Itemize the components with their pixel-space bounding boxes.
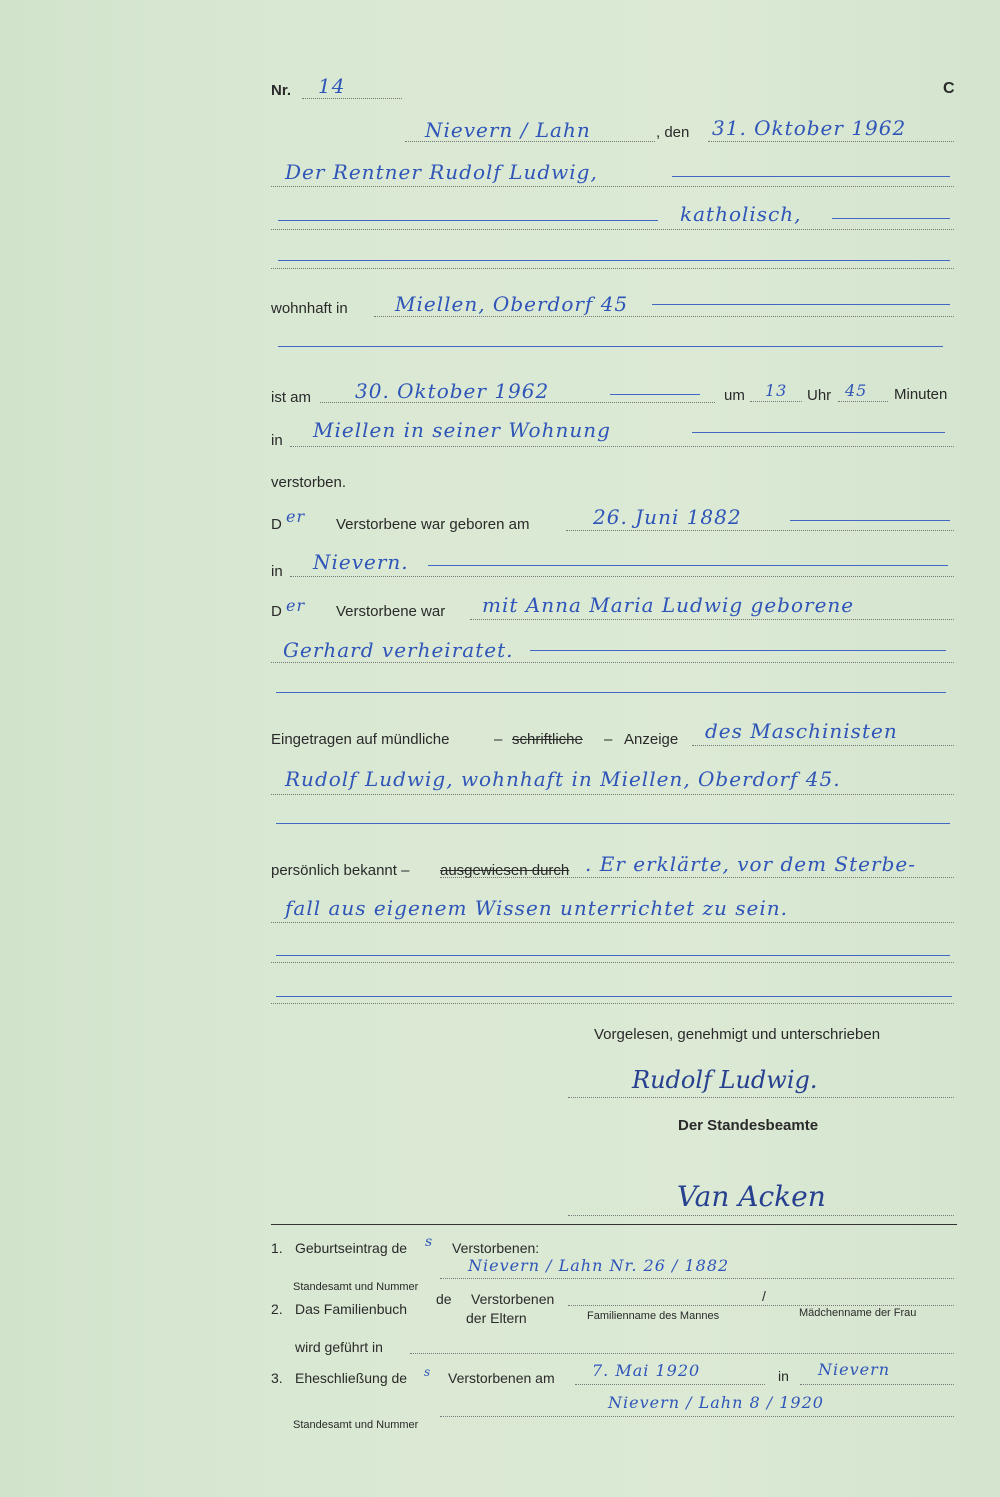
identity-label: persönlich bekannt – — [271, 862, 410, 879]
death-place-label: in — [271, 432, 283, 449]
fill-line — [530, 650, 946, 651]
marriage-date: 7. Mai 1920 — [592, 1361, 701, 1380]
birth-date-dotline — [566, 530, 954, 531]
person-dotline — [271, 186, 954, 187]
death-place-dotline — [290, 446, 954, 447]
fill-line — [790, 520, 950, 521]
marriage-status: Gerhard verheiratet. — [283, 638, 514, 662]
person-name: Der Rentner Rudolf Ludwig, — [285, 160, 598, 184]
hour-dotline — [750, 401, 802, 402]
birth-d-label: D — [271, 516, 282, 533]
blank-dotline — [271, 1003, 954, 1004]
identity-dotline1 — [440, 877, 954, 878]
fill-line — [428, 565, 948, 566]
um-label: um — [724, 387, 745, 404]
date-dotline — [708, 141, 954, 142]
item3-date-dotline — [575, 1384, 765, 1385]
reporter-title: des Maschinisten — [705, 719, 898, 743]
den-label: , den — [656, 124, 690, 141]
death-hour: 13 — [765, 381, 788, 400]
item1-text: Geburtseintrag de — [295, 1240, 408, 1256]
death-date-dotline — [320, 402, 715, 403]
item2-text: Das Familienbuch — [295, 1301, 408, 1317]
report-dash1: – — [494, 731, 503, 748]
registry-place: Nievern / Lahn — [425, 118, 591, 142]
person-religion: katholisch, — [680, 202, 802, 226]
report-dotline2 — [271, 794, 954, 795]
standesbeamte-label: Der Standesbeamte — [678, 1117, 819, 1134]
death-date-label: ist am — [271, 389, 312, 406]
uhr-label: Uhr — [807, 387, 832, 404]
birth-place: Nievern. — [313, 550, 409, 574]
familienname-caption: Familienname des Mannes — [587, 1310, 720, 1322]
vorgelesen-text: Vorgelesen, genehmigt und unterschrieben — [594, 1026, 881, 1043]
item2-verstorbenen: Verstorbenen — [471, 1291, 555, 1307]
registrar-dotline — [568, 1215, 954, 1216]
identity-struck: ausgewiesen durch — [440, 862, 570, 879]
marriage-registry: Nievern / Lahn 8 / 1920 — [608, 1393, 824, 1412]
item3-in-label: in — [778, 1368, 789, 1384]
residence-value: Miellen, Oberdorf 45 — [395, 292, 629, 316]
fill-line — [276, 823, 950, 824]
report-dash2: – — [604, 731, 613, 748]
item3-place-dotline — [800, 1384, 954, 1385]
fill-line — [832, 218, 950, 219]
declarant-signature: Rudolf Ludwig. — [632, 1066, 818, 1094]
item2-eltern: der Eltern — [466, 1310, 527, 1326]
fill-line — [276, 996, 952, 997]
identity-dotline2 — [271, 922, 954, 923]
item3-registry-dotline — [440, 1416, 954, 1417]
standesamt-nummer-caption-2: Standesamt und Nummer — [293, 1419, 419, 1431]
residence-label: wohnhaft in — [271, 300, 348, 317]
birth-date: 26. Juni 1882 — [593, 505, 742, 529]
fill-line — [276, 955, 950, 956]
death-minutes: 45 — [845, 381, 868, 400]
marriage-text: Verstorbene war — [336, 603, 446, 620]
maedchenname-caption: Mädchenname der Frau — [799, 1307, 917, 1319]
marriage-spouse: mit Anna Maria Ludwig geborene — [482, 593, 855, 617]
standesamt-nummer-caption: Standesamt und Nummer — [293, 1281, 419, 1293]
nr-value: 14 — [318, 74, 346, 98]
marriage-d-fill: er — [286, 596, 306, 615]
item2-slash: / — [762, 1288, 766, 1304]
item2-dotline — [568, 1305, 954, 1306]
item1-text2: Verstorbenen: — [452, 1240, 540, 1256]
item1-number: 1. — [271, 1240, 283, 1256]
identity-statement: . Er erklärte, vor dem Sterbe- — [585, 852, 916, 876]
birth-text: Verstorbene war geboren am — [336, 516, 530, 533]
religion-dotline — [271, 229, 954, 230]
blank-dotline — [271, 962, 954, 963]
wird-gefuehrt-label: wird geführt in — [295, 1339, 383, 1355]
registrar-signature: Van Acken — [677, 1180, 826, 1213]
fill-line — [278, 220, 658, 221]
birth-d-fill: er — [286, 507, 306, 526]
fill-line — [692, 432, 945, 433]
item3-number: 3. — [271, 1370, 283, 1386]
marriage-dotline2 — [271, 662, 954, 663]
item2-number: 2. — [271, 1301, 283, 1317]
reporter-name: Rudolf Ludwig, wohnhaft in Miellen, Oberdorf 45. — [285, 767, 841, 791]
item1-fill: s — [425, 1234, 434, 1250]
report-label: Eingetragen auf mündliche — [271, 731, 450, 748]
report-anzeige: Anzeige — [624, 731, 679, 748]
marriage-dotline1 — [470, 619, 954, 620]
fill-line — [276, 692, 946, 693]
footer-rule — [271, 1224, 957, 1225]
verstorben-label: verstorben. — [271, 474, 347, 491]
fill-line — [610, 394, 700, 395]
registry-date: 31. Oktober 1962 — [712, 116, 907, 140]
death-place: Miellen in seiner Wohnung — [313, 418, 611, 442]
fill-line — [278, 260, 950, 261]
report-dotline1 — [692, 745, 954, 746]
marriage-place: Nievern — [818, 1360, 891, 1379]
residence-dotline — [374, 316, 954, 317]
birth-place-dotline — [290, 576, 954, 577]
report-struck: schriftliche — [512, 731, 583, 748]
item2-de: de — [436, 1291, 452, 1307]
death-date: 30. Oktober 1962 — [355, 379, 550, 403]
minuten-label: Minuten — [894, 386, 948, 403]
place-dotline — [405, 141, 655, 142]
birth-registry: Nievern / Lahn Nr. 26 / 1882 — [468, 1256, 730, 1275]
item3-text2: Verstorbenen am — [448, 1370, 555, 1386]
fill-line — [672, 176, 950, 177]
item3-text: Eheschließung de — [295, 1370, 408, 1386]
form-letter: C — [943, 80, 955, 97]
blank-dotline — [271, 268, 954, 269]
minutes-dotline — [838, 401, 888, 402]
nr-label: Nr. — [271, 82, 292, 99]
birth-place-label: in — [271, 563, 283, 580]
signature-dotline — [568, 1097, 954, 1098]
marriage-d-label: D — [271, 603, 282, 620]
item3-fill: s — [424, 1365, 432, 1379]
wird-gefuehrt-dotline — [410, 1353, 954, 1354]
fill-line — [652, 304, 950, 305]
nr-dotline — [302, 98, 402, 99]
identity-statement-cont: fall aus eigenem Wissen unterrichtet zu sein. — [285, 896, 789, 920]
item1-dotline — [440, 1278, 954, 1279]
fill-line — [278, 346, 943, 347]
